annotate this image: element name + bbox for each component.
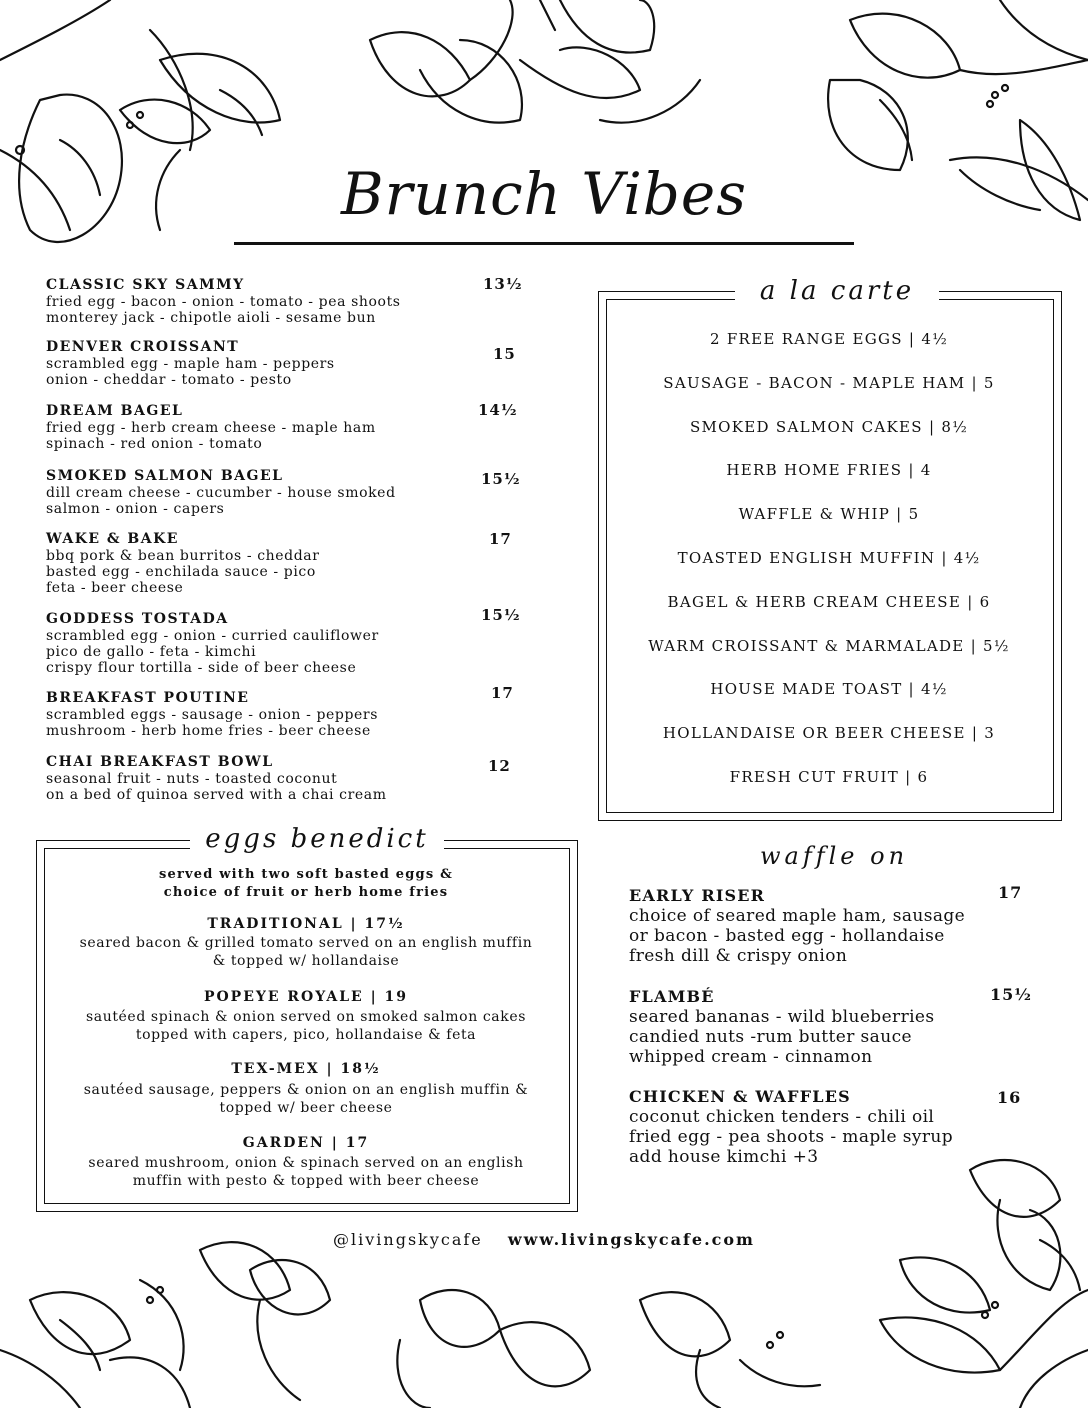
a-la-carte-item: SAUSAGE - BACON - MAPLE HAM | 5 xyxy=(663,374,995,392)
waffle-item-name: EARLY RISER xyxy=(629,886,766,905)
item-name: CLASSIC SKY SAMMY xyxy=(46,277,245,293)
item-price: 15½ xyxy=(481,470,521,488)
waffle-item-description: coconut chicken tenders - chili oil fried egg - pea shoots - maple syrup add house kimchi +3 xyxy=(629,1107,954,1167)
item-description: scrambled egg - onion - curried cauliflower pico de gallo - feta - kimchi crispy flour tortilla - side of beer cheese xyxy=(46,628,379,676)
waffle-item xyxy=(629,987,989,1067)
item-price: 17 xyxy=(489,530,512,548)
item-price: 15 xyxy=(493,345,516,363)
a-la-carte-item: HOUSE MADE TOAST | 4½ xyxy=(710,680,948,698)
item-name: DENVER CROISSANT xyxy=(46,339,240,355)
item-price: 12 xyxy=(488,757,511,775)
waffle-item-price: 15½ xyxy=(990,985,1032,1004)
waffle-item-description: seared bananas - wild blueberries candied nuts -rum butter sauce whipped cream - cinnamon xyxy=(629,1007,935,1067)
item-price: 17 xyxy=(491,684,514,702)
menu-item xyxy=(46,690,566,739)
a-la-carte-item: BAGEL & HERB CREAM CHEESE | 6 xyxy=(667,593,991,611)
item-price: 15½ xyxy=(481,606,521,624)
eggs-benedict-subtitle: served with two soft basted eggs & choice of fruit or herb home fries xyxy=(158,867,454,900)
waffle-on-title: waffle on xyxy=(760,842,909,870)
item-description: scrambled egg - maple ham - peppers onion - cheddar - tomato - pesto xyxy=(46,356,335,388)
item-name: GODDESS TOSTADA xyxy=(46,611,229,627)
footer xyxy=(0,1230,1088,1249)
waffle-item xyxy=(629,1087,989,1167)
social-handle: @livingskycafe xyxy=(333,1230,483,1249)
item-description: bbq pork & bean burritos - cheddar basted egg - enchilada sauce - pico feta - beer cheese xyxy=(46,548,320,596)
a-la-carte-item: WAFFLE & WHIP | 5 xyxy=(738,505,920,523)
item-description: scrambled eggs - sausage - onion - peppers mushroom - herb home fries - beer cheese xyxy=(46,707,378,739)
benedict-item-description: sautéed spinach & onion served on smoked salmon cakes topped with capers, pico, hollandaise & feta xyxy=(85,1009,527,1043)
item-description: fried egg - bacon - onion - tomato - pea shoots monterey jack - chipotle aioli - sesame bun xyxy=(46,294,401,326)
menu-item xyxy=(46,531,566,596)
a-la-carte-item: WARM CROISSANT & MARMALADE | 5½ xyxy=(648,637,1010,655)
a-la-carte-item: 2 FREE RANGE EGGS | 4½ xyxy=(709,330,949,348)
benedict-item-name: GARDEN | 17 xyxy=(242,1135,370,1151)
eggs-benedict-title: eggs benedict xyxy=(190,824,444,854)
item-description: seasonal fruit - nuts - toasted coconut on a bed of quinoa served with a chai cream xyxy=(46,771,387,803)
a-la-carte-item: FRESH CUT FRUIT | 6 xyxy=(729,768,929,786)
a-la-carte-item: TOASTED ENGLISH MUFFIN | 4½ xyxy=(677,549,981,567)
a-la-carte-item: SMOKED SALMON CAKES | 8½ xyxy=(689,418,969,436)
a-la-carte-item: HOLLANDAISE OR BEER CHEESE | 3 xyxy=(662,724,996,742)
waffle-item-name: FLAMBÉ xyxy=(629,987,715,1006)
benedict-item-description: seared bacon & grilled tomato served on an english muffin & topped w/ hollandaise xyxy=(79,935,533,969)
item-name: CHAI BREAKFAST BOWL xyxy=(46,754,274,770)
benedict-item-name: TRADITIONAL | 17½ xyxy=(207,916,405,932)
item-price: 13½ xyxy=(483,275,523,293)
item-price: 14½ xyxy=(478,401,518,419)
benedict-item-name: POPEYE ROYALE | 19 xyxy=(203,989,409,1005)
waffle-item xyxy=(629,886,989,966)
waffle-item-price: 16 xyxy=(997,1088,1022,1107)
website-link[interactable]: www.livingskycafe.com xyxy=(507,1230,755,1249)
menu-item xyxy=(46,339,566,388)
waffle-item-price: 17 xyxy=(998,883,1023,902)
a-la-carte-item: HERB HOME FRIES | 4 xyxy=(726,461,932,479)
a-la-carte-title: a la carte xyxy=(735,276,939,306)
item-description: fried egg - herb cream cheese - maple ham spinach - red onion - tomato xyxy=(46,420,376,452)
item-description: dill cream cheese - cucumber - house smoked salmon - onion - capers xyxy=(46,485,396,517)
item-name: WAKE & BAKE xyxy=(46,531,179,547)
benedict-item-description: sautéed sausage, peppers & onion on an english muffin & topped w/ beer cheese xyxy=(83,1082,529,1116)
menu-title: Brunch Vibes xyxy=(341,160,747,228)
item-name: DREAM BAGEL xyxy=(46,403,184,419)
item-name: BREAKFAST POUTINE xyxy=(46,690,250,706)
item-name: SMOKED SALMON BAGEL xyxy=(46,468,284,484)
benedict-item-description: seared mushroom, onion & spinach served on an english muffin with pesto & topped with beer cheese xyxy=(88,1155,524,1189)
waffle-item-description: choice of seared maple ham, sausage or bacon - basted egg - hollandaise fresh dill & crispy onion xyxy=(629,906,966,966)
waffle-item-name: CHICKEN & WAFFLES xyxy=(629,1087,851,1106)
benedict-item-name: TEX-MEX | 18½ xyxy=(231,1061,381,1077)
title-divider xyxy=(234,242,854,245)
